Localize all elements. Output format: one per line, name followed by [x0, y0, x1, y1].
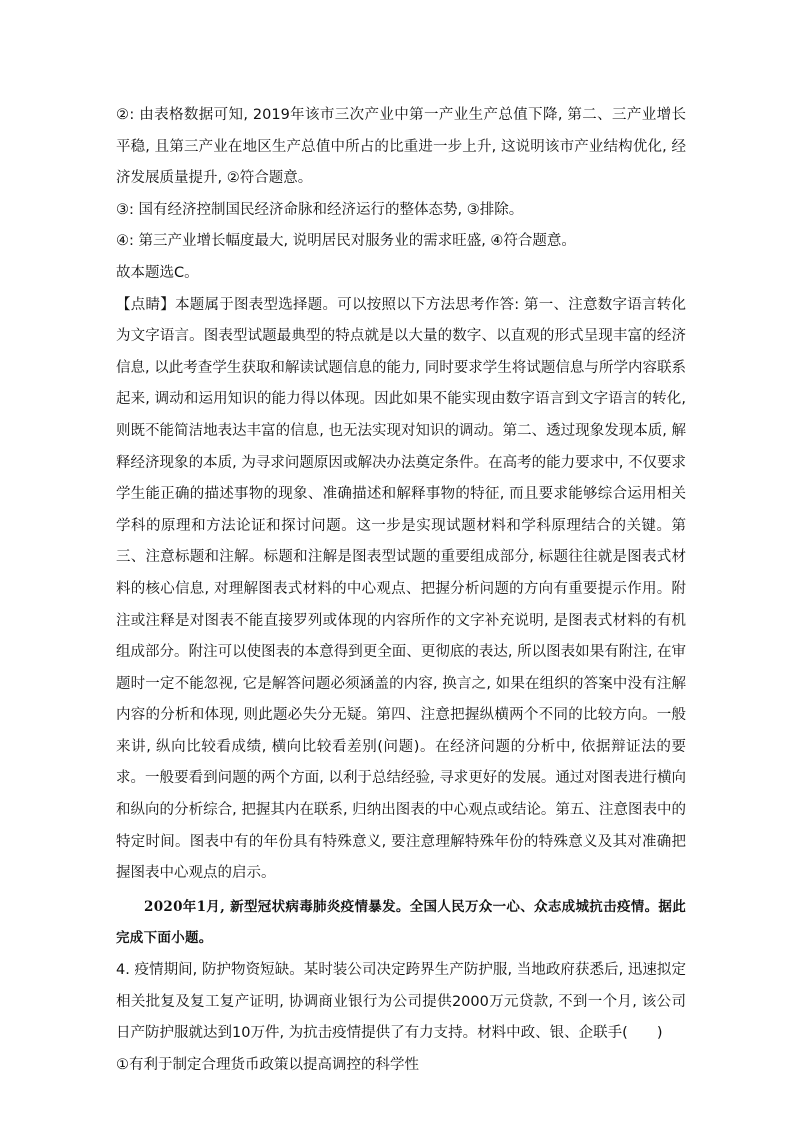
analysis-point-2: ②: 由表格数据可知, 2019年该市三次产业中第一产业生产总值下降, 第二、三产业增长平稳, 且第三产业在地区生产总值中所占的比重进一步上升, 这说明该市产业结构优化, 经济发展质量提升, ②符合题意。 — [116, 107, 686, 187]
question-4-option-1: ①有利于制定合理货币政策以提高调控的科学性 — [116, 1056, 419, 1073]
analysis-point-4: ④: 第三产业增长幅度最大, 说明居民对服务业的需求旺盛, ④符合题意。 — [116, 233, 576, 250]
commentary-paragraph: 【点睛】本题属于图表型选择题。可以按照以下方法思考作答: 第一、注意数字语言转化为文字语言。图表型试题最典型的特点就是以大量的数字、以直观的形式呈现丰富的经济信息, 以此考查学生获取和解读试题信息的能力, 同时要求学生将试题信息与所学内容联系起来, 调动和运用知识的能力得以体现。因此如果不能实现由数字语言到文字语言的转化, 则既不能简洁地表达丰富的信息, 也无法实现对知识的调动。第二、透过现象发现本质, 解释经济现象的本质, 为寻求问题原因或解决办法奠定条件。在高考的能力要求中, 不仅要求学生能正确的描述事物的现象、准确描述和解释事物的特征, 而且要求能够综合运用相关学科的原理和方法论证和探讨问题。这一步是实现试题材料和学科原理结合的关键。第三、注意标题和注解。标题和注解是图表型试题的重要组成部分, 标题往往就是图表式材料的核心信息, 对理解图表式材料的中心观点、把握分析问题的方向有重要提示作用。附注或注释是对图表不能直接罗列或体现的内容所作的文字补充说明, 是图表式材料的有机组成部分。附注可以使图表的本意得到更全面、更彻底的表达, 所以图表如果有附注, 在审题时一定不能忽视, 它是解答问题必须涵盖的内容, 换言之, 如果在组织的答案中没有注解内容的分析和体现, 则此题必失分无疑。第四、注意把握纵横两个不同的比较方向。一般来讲, 纵向比较看成绩, 横向比较看差别(问题)。在经济问题的分析中, 依据辩证法的要求。一般要看到问题的两个方面, 以利于总结经验, 寻求更好的发展。通过对图表进行横向和纵向的分析综合, 把握其内在联系, 归纳出图表的中心观点或结论。第五、注意图表中的特定时间。图表中有的年份具有特殊意义, 要注意理解特殊年份的特殊意义及其对准确把握图表中心观点的启示。 — [116, 296, 686, 882]
question-4-stem: 4. 疫情期间, 防护物资短缺。某时装公司决定跨界生产防护服, 当地政府获悉后, 迅速拟定相关批复及复工复产证明, 协调商业银行为公司提供2000万元贷款, 不到一个月, 该公司日产防护服就达到10万件, 为抗击疫情提供了有力支持。材料中政、银、企联手( ) — [116, 962, 686, 1042]
section-intro: 2020年1月, 新型冠状病毒肺炎疫情暴发。全国人民万众一心、众志成城抗击疫情。据此完成下面小题。 — [116, 898, 686, 947]
analysis-point-3: ③: 国有经济控制国民经济命脉和经济运行的整体态势, ③排除。 — [116, 201, 524, 218]
document-content — [116, 100, 686, 1081]
answer-line: 故本题选C。 — [116, 264, 199, 281]
